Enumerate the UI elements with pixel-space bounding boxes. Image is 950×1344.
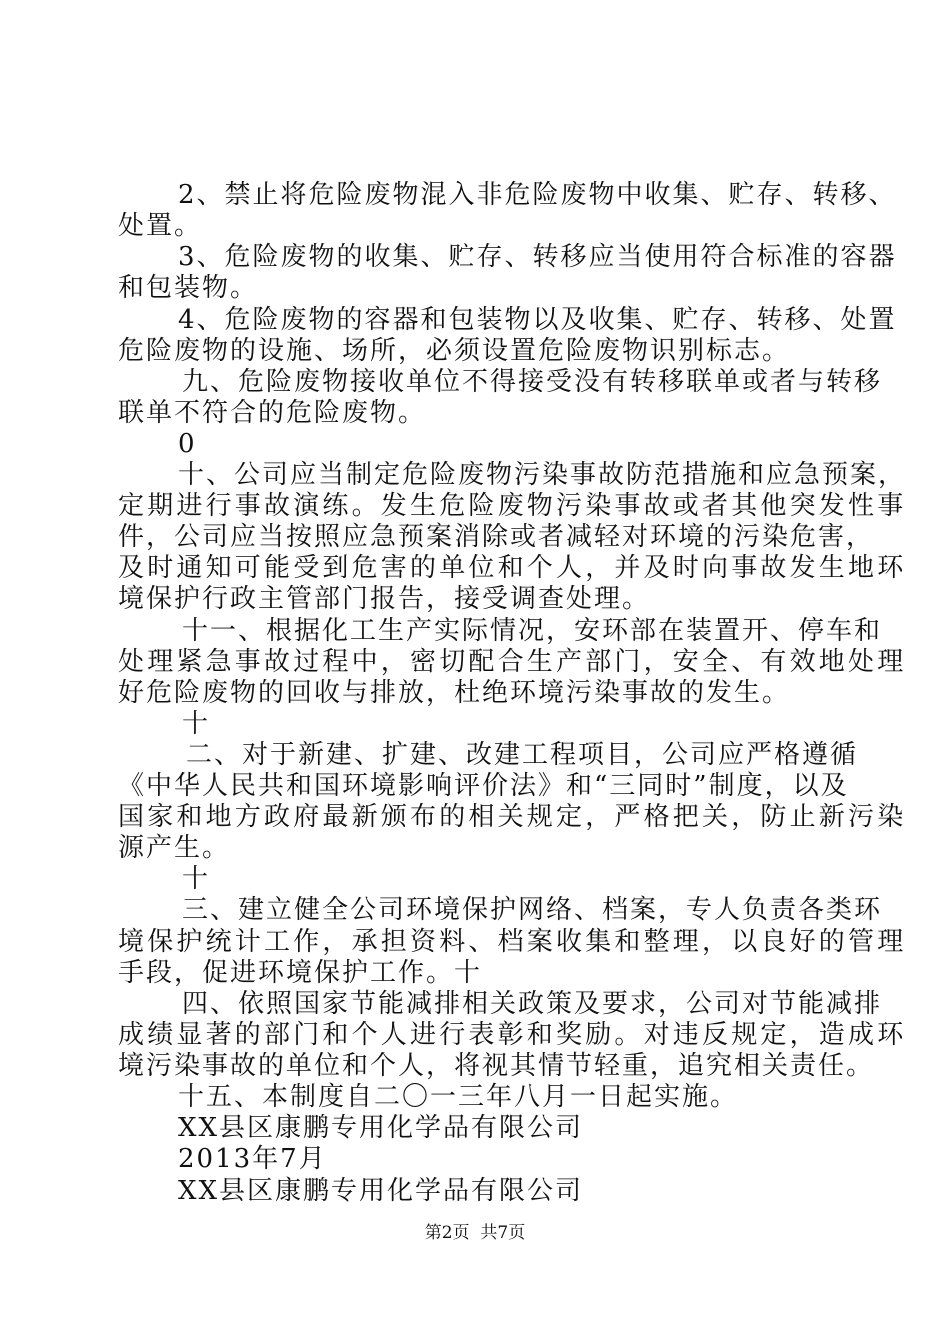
text-line-29: 境污染事故的单位和个人，将视其情节轻重，追究相关责任。	[118, 1051, 875, 1081]
text-line-28: 成绩显著的部门和个人进行表彰和奖励。对违反规定，造成环	[118, 1020, 907, 1050]
text-line-1: 2、禁止将危险废物混入非危险废物中收集、贮存、转移、	[178, 180, 897, 210]
text-line-5: 4、危险废物的容器和包装物以及收集、贮存、转移、处置	[178, 305, 897, 335]
text-line-26: 手段，促进环境保护工作。十	[118, 958, 483, 988]
text-line-20: 《中华人民共和国环境影响评价法》和“三同时”制度，以及	[118, 771, 849, 801]
text-line-7: 九、危险废物接收单位不得接受没有转移联单或者与转移	[182, 367, 883, 397]
text-line-2: 处置。	[118, 211, 203, 241]
text-line-10: 十、公司应当制定危险废物污染事故防范措施和应急预案，	[178, 460, 907, 490]
text-line-22: 源产生。	[118, 833, 231, 863]
text-line-27: 四、依照国家节能减排相关政策及要求，公司对节能减排	[182, 989, 883, 1019]
text-line-9: 0	[178, 429, 197, 459]
text-line-13: 及时通知可能受到危害的单位和个人，并及时向事故发生地环	[118, 553, 907, 583]
text-line-15: 十一、根据化工生产实际情况，安环部在装置开、停车和	[182, 616, 883, 646]
text-line-30: 十五、本制度自二〇一三年八月一日起实施。	[178, 1082, 739, 1112]
text-line-19: 二、对于新建、扩建、改建工程项目，公司应严格遵循	[186, 740, 859, 770]
text-line-12: 件，公司应当按照应急预案消除或者减轻对环境的污染危害，	[118, 522, 875, 552]
text-line-3: 3、危险废物的收集、贮存、转移应当使用符合标准的容器	[178, 242, 897, 272]
text-line-25: 境保护统计工作，承担资料、档案收集和整理，以良好的管理	[118, 927, 907, 957]
text-line-8: 联单不符合的危险废物。	[118, 398, 427, 428]
text-line-11: 定期进行事故演练。发生危险废物污染事故或者其他突发性事	[118, 491, 907, 521]
text-line-4: 和包装物。	[118, 273, 259, 303]
company-name-2: XX县区康鹏专用化学品有限公司	[178, 1176, 584, 1206]
text-line-18: 十	[182, 709, 211, 739]
text-line-17: 好危险废物的回收与排放，杜绝环境污染事故的发生。	[118, 678, 791, 708]
text-line-6: 危险废物的设施、场所，必须设置危险废物识别标志。	[118, 336, 791, 366]
text-line-24: 三、建立健全公司环境保护网络、档案，专人负责各类环	[182, 895, 883, 925]
date-line: 2013年7月	[178, 1144, 327, 1174]
company-name-1: XX县区康鹏专用化学品有限公司	[178, 1113, 584, 1143]
text-line-14: 境保护行政主管部门报告，接受调查处理。	[118, 584, 651, 614]
page-number-footer: 第2页 共7页	[424, 1223, 526, 1243]
text-line-23: 十	[182, 864, 211, 894]
text-line-16: 处理紧急事故过程中，密切配合生产部门，安全、有效地处理	[118, 647, 907, 677]
text-line-21: 国家和地方政府最新颁布的相关规定，严格把关，防止新污染	[118, 802, 907, 832]
